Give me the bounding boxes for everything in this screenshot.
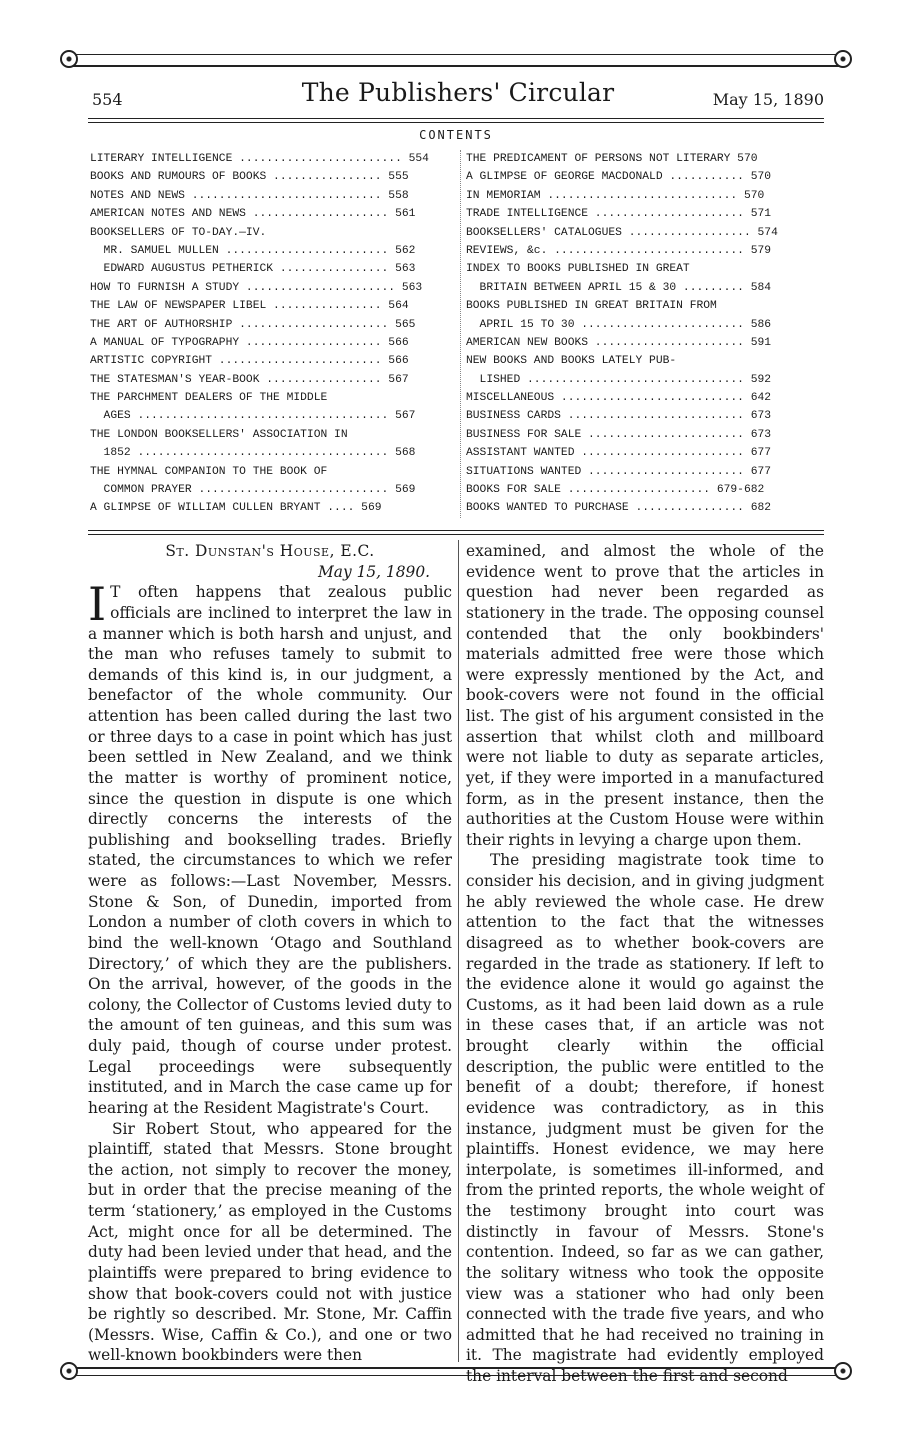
contents-entry: AGES ..................................... 567 — [90, 410, 416, 423]
contents-entry: EDWARD AUGUSTUS PETHERICK ................ 563 — [90, 263, 416, 276]
article-paragraph: Sir Robert Stout, who appeared for the plaintiff, stated that Messrs. Stone brought the action, not simply to recover the money, but in order that the precise meaning of the term ‘stationery,’ as employed in the Customs Act, might once for all be determined. The duty had been levied under that head, and the plaintiffs were prepared to bring evidence to show that book-covers could not with justice be rightly so described. Mr. Stone, Mr. Caffin (Messrs. Wise, Caffin & Co.), and one or two well-known bookbinders were then — [88, 1119, 452, 1365]
contents-entry: BOOKSELLERS' CATALOGUES .................. 574 — [466, 226, 778, 239]
article-dateline: St. Dunstan's House, E.C. — [165, 542, 375, 560]
contents-entry: BRITAIN BETWEEN APRIL 15 & 30 ......... 584 — [466, 281, 772, 294]
paragraph-text: T often happens that zealous public officials are inclined to interpret the law in a manner which is both harsh and unjust, and the man who refuses tamely to submit to demands of this kind is, in our judgment, a benefactor of the whole community. Our attention has been called during the last two or three days to a case in point which has just been settled in New Zealand, and we think the matter is worthy of prominent notice, since the question in dispute is one which directly concerns the interests of the publishing and bookselling trades. Briefly stated, the circumstances to which we refer were as follows:—Last November, Messrs. Stone & Son, of Dunedin, imported from London a number of cloth covers in which to bind the well-known ‘Otago and Southland Directory,’ of which they are the publishers. On the arrival, however, of the goods in the colony, the Collector of Customs levied duty to the amount of ten guineas, and this sum was duly paid, though of course under protest. Legal proceedings were subsequently instituted, and in March the case came up for hearing at the Resident Magistrate's Court. — [88, 583, 452, 1117]
contents-entry: COMMON PRAYER ............................ 569 — [90, 484, 416, 497]
contents-entry: BOOKS AND RUMOURS OF BOOKS ................ 555 — [90, 171, 409, 184]
contents-entry: BOOKS PUBLISHED IN GREAT BRITAIN FROM — [466, 300, 717, 313]
contents-entry: AMERICAN NOTES AND NEWS .................... 561 — [90, 208, 416, 221]
page-header — [92, 78, 824, 112]
contents-entry: HOW TO FURNISH A STUDY ...................... 563 — [90, 281, 423, 294]
contents-entry: AMERICAN NEW BOOKS ...................... 591 — [466, 336, 772, 349]
contents-entry: LITERARY INTELLIGENCE ........................ 554 — [90, 153, 429, 165]
header-rule — [88, 118, 824, 123]
ornament-corner-top-left — [60, 50, 78, 68]
contents-entry: MR. SAMUEL MULLEN ........................ 562 — [90, 244, 416, 257]
page-title: The Publishers' Circular — [301, 78, 615, 107]
page-number: 554 — [92, 90, 123, 109]
article-paragraph: The presiding magistrate took time to consider his decision, and in giving judgment he ably reviewed the whole case. He drew attention to the fact that the witnesses disagreed as to whether book-covers are regarded in the trade as stationery. If left to the evidence alone it would go against the Customs, as it had been laid down as a rule in these cases that, if an article was not brought clearly within the official description, the public were entitled to the benefit of a doubt; therefore, if honest evidence was contradictory, as in this instance, judgment must be given for the plaintiffs. Honest evidence, we may here interpolate, is sometimes ill-informed, and from the printed reports, the whole weight of the testimony brought into court was distinctly in favour of Messrs. Stone's contention. Indeed, so far as we can gather, the solitary witness who took the opposite view was a stationer who had only been connected with the trade five years, and who admitted that he had received no training in it. The magistrate had evidently employed the interval between the first and second — [466, 851, 824, 1385]
contents-entry: THE LAW OF NEWSPAPER LIBEL ................ 564 — [90, 300, 409, 313]
contents-entry: TRADE INTELLIGENCE ...................... 571 — [466, 208, 772, 221]
issue-date: May 15, 1890 — [712, 90, 824, 109]
contents-entry: INDEX TO BOOKS PUBLISHED IN GREAT — [466, 263, 690, 276]
article-dateline-date: May 15, 1890. — [318, 562, 430, 581]
contents-entry: IN MEMORIAM ............................ 570 — [466, 189, 765, 202]
ornament-corner-bottom-left — [60, 1362, 78, 1380]
ornament-corner-bottom-right — [834, 1362, 852, 1380]
article-paragraph: examined, and almost the whole of the evidence went to prove that the articles in question had never been regarded as stationery in the trade. The opposing counsel contended that the only bookbinders' materials admitted free were those which were expressly mentioned by the Act, and book-covers were not found in the official list. The gist of his argument consisted in the assertion that whilst cloth and millboard were not liable to duty as separate articles, yet, if they were imported in a manufactured form, as in the present instance, then the authorities at the Custom House were within their rights in levying a charge upon them. — [466, 542, 824, 849]
drop-cap: I — [88, 577, 107, 632]
contents-entry: BOOKSELLERS OF TO-DAY.—IV. — [90, 226, 267, 239]
article-paragraph — [88, 577, 452, 1118]
top-border-rule — [68, 54, 846, 67]
contents-entry: MISCELLANEOUS ........................... 642 — [466, 392, 772, 405]
contents-entry: A GLIMPSE OF WILLIAM CULLEN BRYANT .... 569 — [90, 502, 382, 515]
article-right-column — [466, 541, 824, 1387]
contents-entry: BUSINESS CARDS .......................... 673 — [466, 410, 772, 423]
contents-entry: REVIEWS, &c. ............................ 579 — [466, 244, 772, 257]
contents-entry: THE ART OF AUTHORSHIP ...................... 565 — [90, 318, 416, 331]
contents-entry: THE LONDON BOOKSELLERS' ASSOCIATION IN — [90, 428, 348, 441]
contents-bottom-rule — [88, 530, 824, 535]
contents-entry: APRIL 15 TO 30 ........................ 586 — [466, 318, 772, 331]
contents-entry: LISHED ................................ 592 — [466, 373, 772, 386]
contents-entry: A MANUAL OF TYPOGRAPHY .................... 566 — [90, 336, 409, 349]
contents-entry: 1852 ..................................... 568 — [90, 447, 416, 460]
contents-entry: THE PREDICAMENT OF PERSONS NOT LITERARY 570 — [466, 153, 758, 165]
contents-entry: NEW BOOKS AND BOOKS LATELY PUB- — [466, 355, 677, 368]
contents-entry: A GLIMPSE OF GEORGE MACDONALD ........... 570 — [466, 171, 772, 184]
contents-left-column — [90, 150, 458, 518]
contents-entry: THE PARCHMENT DEALERS OF THE MIDDLE — [90, 392, 328, 405]
contents-entry: ARTISTIC COPYRIGHT ........................ 566 — [90, 355, 409, 368]
contents-entry: THE HYMNAL COMPANION TO THE BOOK OF — [90, 465, 328, 478]
contents-column-divider — [460, 150, 461, 518]
contents-entry: BUSINESS FOR SALE ....................... 673 — [466, 428, 772, 441]
contents-entry: SITUATIONS WANTED ....................... 677 — [466, 465, 772, 478]
contents-entry: THE STATESMAN'S YEAR-BOOK ................. 567 — [90, 373, 409, 386]
article-column-divider — [458, 540, 459, 1362]
contents-heading: CONTENTS — [419, 128, 493, 142]
contents-entry: BOOKS WANTED TO PURCHASE ................ 682 — [466, 502, 772, 515]
contents-right-column — [466, 150, 824, 518]
contents-entry: NOTES AND NEWS ............................ 558 — [90, 189, 409, 202]
article-left-column — [88, 541, 452, 1366]
contents-entry: ASSISTANT WANTED ........................ 677 — [466, 447, 772, 460]
ornament-corner-top-right — [834, 50, 852, 68]
contents-entry: BOOKS FOR SALE ..................... 679-682 — [466, 484, 765, 497]
